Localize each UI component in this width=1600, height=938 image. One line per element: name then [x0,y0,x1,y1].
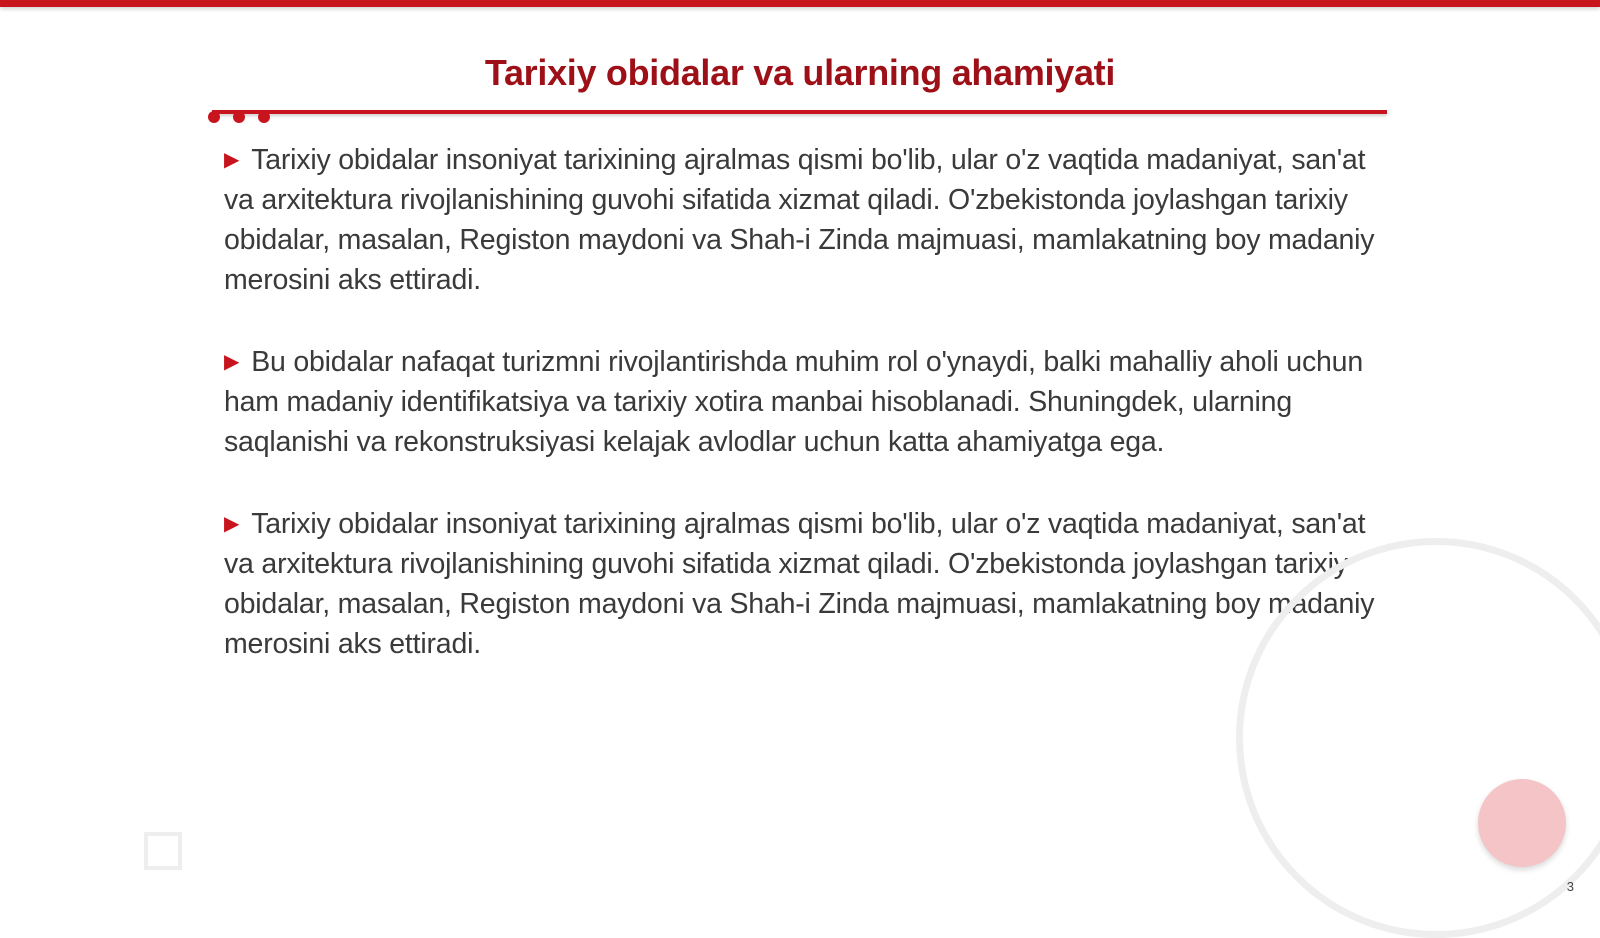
slide-title: Tarixiy obidalar va ularning ahamiyati [484,52,1116,93]
bullet-paragraph-3 [224,504,1394,664]
paragraph-text: Tarixiy obidalar insoniyat tarixining ajralmas qismi bo'lib, ular o'z vaqtida madaniyat, san'at va arxitektura rivojlanishining guvohi sifatida xizmat qiladi. O'zbekistonda joylashgan tarixiy obidalar, masalan, Registon maydoni va Shah-i Zinda majmuasi, mamlakatning boy madaniy merosini aks ettiradi. [224,508,1375,660]
paragraph-text: Bu obidalar nafaqat turizmni rivojlantirishda muhim rol o'ynaydi, balki mahalliy aholi uchun ham madaniy identifikatsiya va tarixiy xotira manbai hisoblanadi. Shuningdek, ularning saqlanishi va rekonstruksiyasi kelajak avlodlar uchun katta ahamiyatga ega. [224,346,1363,458]
decorative-pink-circle [1478,779,1566,867]
bullet-list [224,140,1394,706]
paragraph-text: Tarixiy obidalar insoniyat tarixining ajralmas qismi bo'lib, ular o'z vaqtida madaniyat, san'at va arxitektura rivojlanishining guvohi sifatida xizmat qiladi. O'zbekistonda joylashgan tarixiy obidalar, masalan, Registon maydoni va Shah-i Zinda majmuasi, mamlakatning boy madaniy merosini aks ettiradi. [224,144,1375,296]
triangle-right-icon: ▶ [224,513,240,535]
dot-icon [233,111,245,123]
triangle-right-icon: ▶ [224,351,240,373]
decorative-square [144,832,182,870]
dot-icon [208,111,220,123]
page-number: 3 [1566,879,1574,894]
bullet-paragraph-2 [224,342,1394,462]
triangle-right-icon: ▶ [224,149,240,171]
title-underline [212,110,1387,114]
top-accent-bar [0,0,1600,7]
dot-icon [258,111,270,123]
bullet-paragraph-1 [224,140,1394,300]
